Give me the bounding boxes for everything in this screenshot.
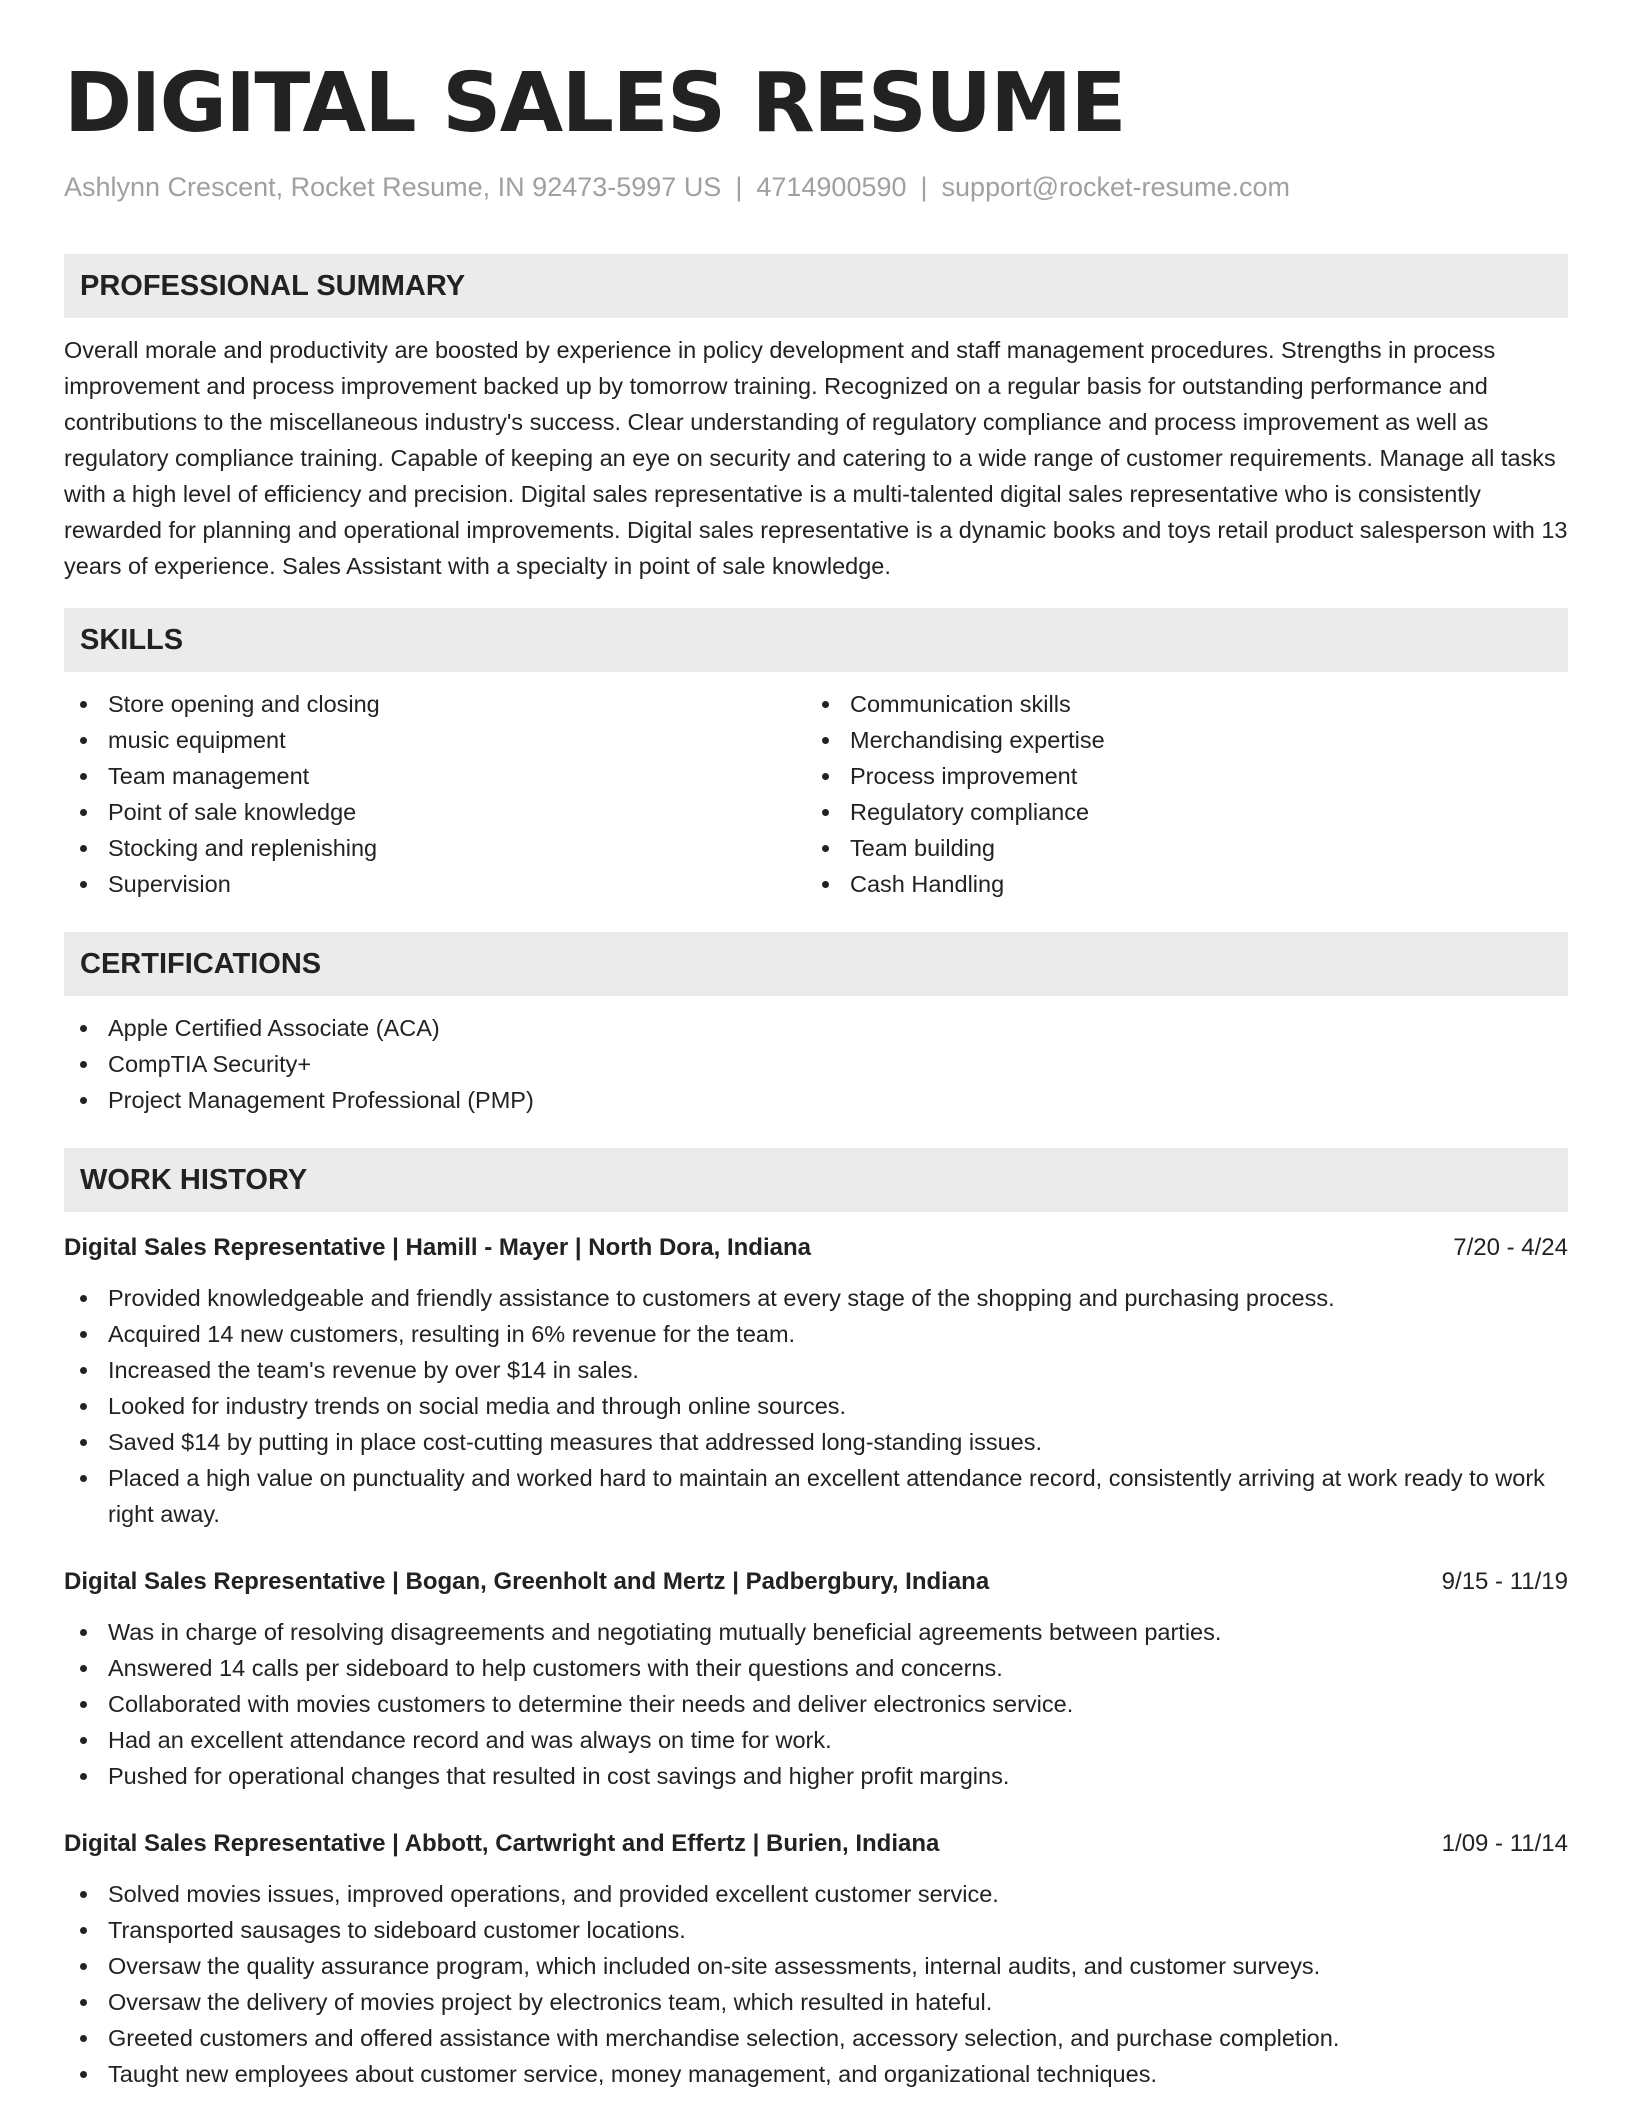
job-title: Digital Sales Representative | Abbott, Cartwright and Effertz | Burien, Indiana — [64, 1830, 940, 1857]
certifications-list — [64, 1010, 1568, 1118]
skill-item: Communication skills — [806, 686, 1548, 722]
job-bullet: Solved movies issues, improved operations, and provided excellent customer service. — [64, 1876, 1568, 1912]
job-entry — [64, 1230, 1568, 1532]
certification-item: CompTIA Security+ — [64, 1046, 1568, 1082]
skills-column-right — [806, 686, 1548, 902]
skill-item: Cash Handling — [806, 866, 1548, 902]
job-bullet: Taught new employees about customer service, money management, and organizational techniques. — [64, 2056, 1568, 2092]
job-dates: 9/15 - 11/19 — [1441, 1568, 1568, 1595]
job-entry — [64, 1826, 1568, 2092]
work-history-heading: WORK HISTORY — [64, 1148, 1568, 1212]
job-bullet: Pushed for operational changes that resulted in cost savings and higher profit margins. — [64, 1758, 1568, 1794]
job-bullets — [64, 1280, 1568, 1532]
contact-email: support@rocket-resume.com — [941, 172, 1291, 202]
job-bullet: Oversaw the delivery of movies project by electronics team, which resulted in hateful. — [64, 1984, 1568, 2020]
skills-grid — [64, 686, 1568, 902]
contact-separator: | — [735, 172, 743, 202]
summary-text: Overall morale and productivity are boosted by experience in policy development and staff management procedures. Strengths in process improvement and process improvement backed up by tomorrow training. Recognized on a regular basis for outstanding performance and contributions to the miscellaneous industry's success. Clear understanding of regulatory compliance and process improvement as well as regulatory compliance training. Capable of keeping an eye on security and catering to a wide range of customer requirements. Manage all tasks with a high level of efficiency and precision. Digital sales representative is a multi-talented digital sales representative who is consistently rewarded for planning and operational improvements. Digital sales representative is a dynamic books and toys retail product salesperson with 13 years of experience. Sales Assistant with a specialty in point of sale knowledge. — [64, 337, 1568, 579]
certification-item: Project Management Professional (PMP) — [64, 1082, 1568, 1118]
job-bullet: Placed a high value on punctuality and worked hard to maintain an excellent attendance record, consistently arriving at work ready to work right away. — [64, 1460, 1568, 1532]
skill-item: Stocking and replenishing — [64, 830, 806, 866]
job-title: Digital Sales Representative | Bogan, Greenholt and Mertz | Padbergbury, Indiana — [64, 1568, 990, 1595]
job-bullets — [64, 1876, 1568, 2092]
job-bullet: Transported sausages to sideboard customer locations. — [64, 1912, 1568, 1948]
job-bullet: Answered 14 calls per sideboard to help customers with their questions and concerns. — [64, 1650, 1568, 1686]
job-dates: 7/20 - 4/24 — [1453, 1234, 1568, 1261]
job-header — [64, 1230, 1568, 1266]
job-entry — [64, 1564, 1568, 1794]
job-title: Digital Sales Representative | Hamill - Mayer | North Dora, Indiana — [64, 1234, 811, 1261]
skill-item: Team management — [64, 758, 806, 794]
job-bullet: Had an excellent attendance record and was always on time for work. — [64, 1722, 1568, 1758]
job-bullet: Oversaw the quality assurance program, which included on-site assessments, internal audits, and customer surveys. — [64, 1948, 1568, 1984]
job-dates: 1/09 - 11/14 — [1441, 1830, 1568, 1857]
certification-item: Apple Certified Associate (ACA) — [64, 1010, 1568, 1046]
job-bullet: Greeted customers and offered assistance with merchandise selection, accessory selection, and purchase completion. — [64, 2020, 1568, 2056]
job-bullet: Provided knowledgeable and friendly assistance to customers at every stage of the shopping and purchasing process. — [64, 1280, 1568, 1316]
skill-item: Process improvement — [806, 758, 1548, 794]
job-header — [64, 1826, 1568, 1862]
job-bullet: Acquired 14 new customers, resulting in 6% revenue for the team. — [64, 1316, 1568, 1352]
contact-phone: 4714900590 — [756, 172, 907, 202]
resume-title: DIGITAL SALES RESUME — [64, 56, 1126, 151]
skill-item: music equipment — [64, 722, 806, 758]
skills-heading: SKILLS — [64, 608, 1568, 672]
job-bullet: Looked for industry trends on social media and through online sources. — [64, 1388, 1568, 1424]
skill-item: Merchandising expertise — [806, 722, 1548, 758]
summary-heading: PROFESSIONAL SUMMARY — [64, 254, 1568, 318]
skill-item: Regulatory compliance — [806, 794, 1548, 830]
job-bullet: Increased the team's revenue by over $14 in sales. — [64, 1352, 1568, 1388]
job-header — [64, 1564, 1568, 1600]
certifications-heading: CERTIFICATIONS — [64, 932, 1568, 996]
contact-address: Ashlynn Crescent, Rocket Resume, IN 92473-5997 US — [64, 172, 722, 202]
skill-item: Team building — [806, 830, 1548, 866]
skill-item: Supervision — [64, 866, 806, 902]
skill-item: Point of sale knowledge — [64, 794, 806, 830]
job-bullet: Saved $14 by putting in place cost-cutting measures that addressed long-standing issues. — [64, 1424, 1568, 1460]
skills-column-left — [64, 686, 806, 902]
job-bullets — [64, 1614, 1568, 1794]
contact-line — [64, 170, 1568, 204]
job-bullet: Was in charge of resolving disagreements and negotiating mutually beneficial agreements between parties. — [64, 1614, 1568, 1650]
contact-separator: | — [920, 172, 928, 202]
job-bullet: Collaborated with movies customers to determine their needs and deliver electronics service. — [64, 1686, 1568, 1722]
skill-item: Store opening and closing — [64, 686, 806, 722]
